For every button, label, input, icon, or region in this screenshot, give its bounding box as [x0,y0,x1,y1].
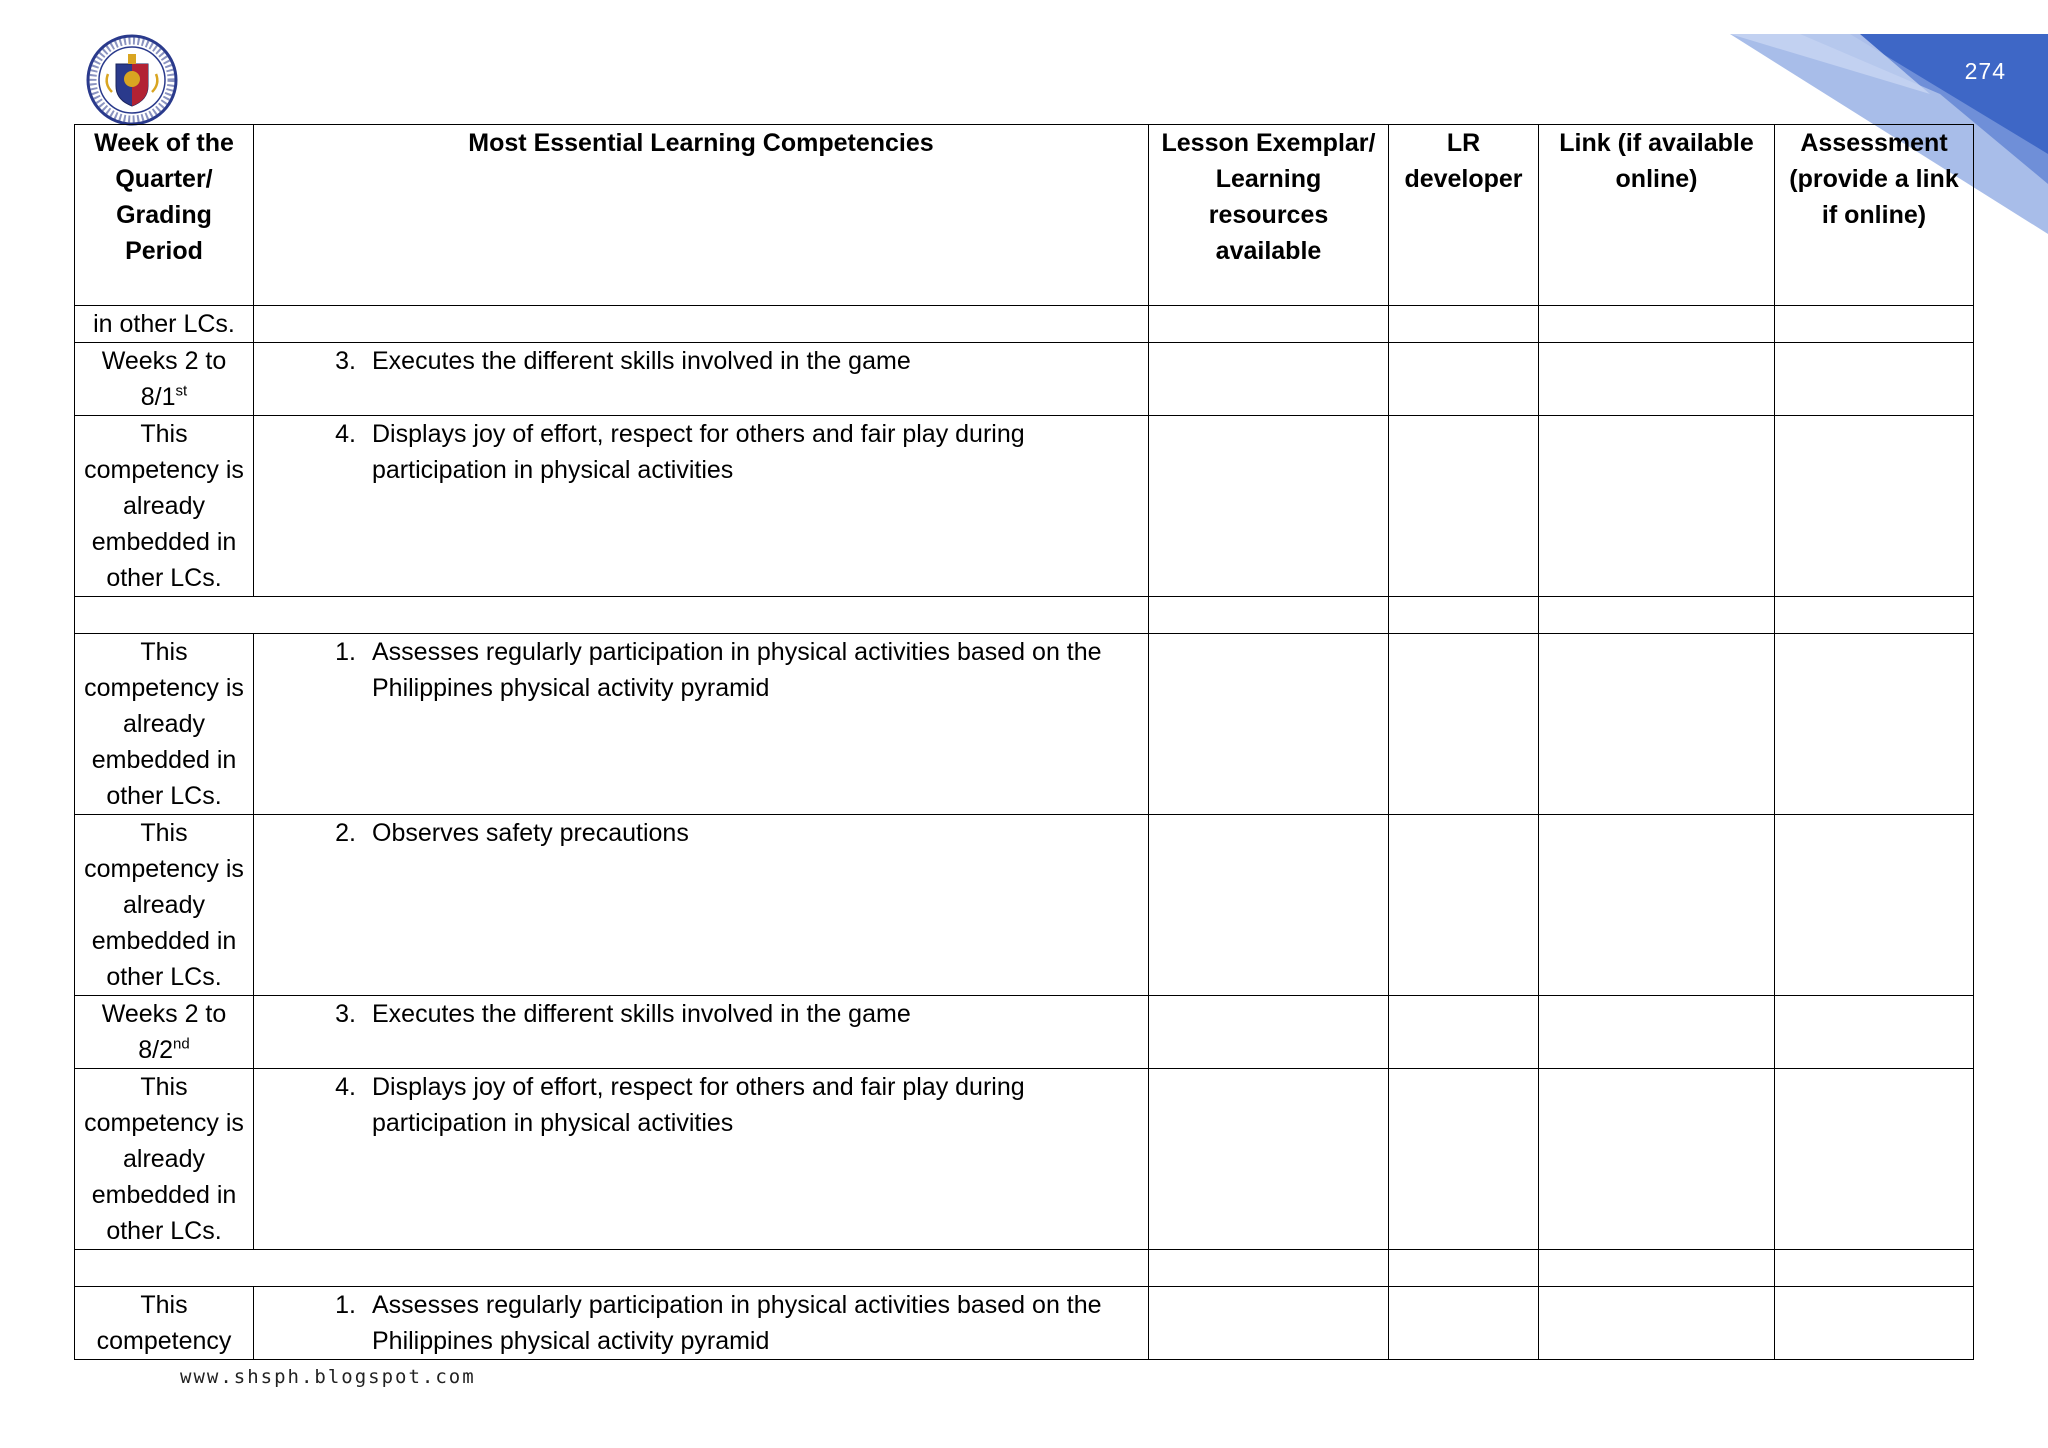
week-cell: This competency is already embedded in other LCs. [75,815,254,996]
spacer-row [75,1250,1974,1287]
table-row [75,996,1974,1069]
table-row [75,416,1974,597]
competency-cell [254,416,1149,597]
lesson-cell [1149,1287,1389,1360]
link-cell [1539,1250,1775,1287]
week-ordinal: nd [173,1035,190,1053]
header-assessment: Assessment (provide a link if online) [1775,125,1974,306]
deped-seal-logo [86,34,178,126]
table-row [75,815,1974,996]
competency-number: 4. [335,1073,356,1101]
competency-text: Assesses regularly participation in physical activities based on the Philippines physical activity pyramid [372,638,1102,702]
assessment-cell [1775,1287,1974,1360]
link-cell [1539,597,1775,634]
lesson-cell [1149,815,1389,996]
header-week: Week of the Quarter/ Grading Period [75,125,254,306]
spacer-cell [75,597,1149,634]
developer-cell [1389,996,1539,1069]
link-cell [1539,416,1775,597]
lesson-cell [1149,597,1389,634]
link-cell [1539,634,1775,815]
table-row [75,343,1974,416]
assessment-cell [1775,597,1974,634]
developer-cell [1389,815,1539,996]
week-cell [75,996,254,1069]
developer-cell [1389,343,1539,416]
week-text: Weeks 2 to 8/2 [101,1000,227,1064]
table-row [75,634,1974,815]
competency-number: 1. [335,638,356,666]
competency-cell [254,343,1149,416]
competency-cell [254,306,1149,343]
developer-cell [1389,306,1539,343]
assessment-cell [1775,306,1974,343]
week-ordinal: st [175,382,188,400]
link-cell [1539,815,1775,996]
competency-cell [254,634,1149,815]
header-link: Link (if available online) [1539,125,1775,306]
competency-cell [254,996,1149,1069]
week-cell: in other LCs. [75,306,254,343]
week-cell: This competency [75,1287,254,1360]
header-lr-developer: LR developer [1389,125,1539,306]
lesson-cell [1149,306,1389,343]
assessment-cell [1775,815,1974,996]
week-cell [75,343,254,416]
developer-cell [1389,416,1539,597]
competency-number: 2. [335,819,356,847]
assessment-cell [1775,1069,1974,1250]
assessment-cell [1775,416,1974,597]
page-number: 274 [1964,58,2006,84]
developer-cell [1389,1069,1539,1250]
lesson-cell [1149,416,1389,597]
link-cell [1539,343,1775,416]
developer-cell [1389,634,1539,815]
header-competencies: Most Essential Learning Competencies [254,125,1149,306]
competency-number: 3. [335,347,356,375]
competency-text: Executes the different skills involved in the game [372,1000,911,1028]
competency-number: 4. [335,420,356,448]
header-lesson-exemplar: Lesson Exemplar/ Learning resources available [1149,125,1389,306]
lesson-cell [1149,1250,1389,1287]
competency-text: Displays joy of effort, respect for others and fair play during participation in physical activities [372,420,1025,484]
competency-text: Observes safety precautions [372,819,689,847]
competency-table [74,124,1974,1360]
assessment-cell [1775,1250,1974,1287]
assessment-cell [1775,996,1974,1069]
competency-text: Executes the different skills involved in the game [372,347,911,375]
lesson-cell [1149,634,1389,815]
spacer-cell [75,1250,1149,1287]
assessment-cell [1775,634,1974,815]
link-cell [1539,306,1775,343]
week-cell: This competency is already embedded in other LCs. [75,1069,254,1250]
competency-text: Displays joy of effort, respect for others and fair play during participation in physical activities [372,1073,1025,1137]
developer-cell [1389,1250,1539,1287]
footer-url: www.shsph.blogspot.com [180,1366,476,1388]
competency-cell [254,815,1149,996]
lesson-cell [1149,1069,1389,1250]
table-row [75,1069,1974,1250]
spacer-row [75,597,1974,634]
table-row [75,1287,1974,1360]
assessment-cell [1775,343,1974,416]
lesson-cell [1149,996,1389,1069]
competency-text: Assesses regularly participation in physical activities based on the Philippines physical activity pyramid [372,1291,1102,1355]
lesson-cell [1149,343,1389,416]
competency-cell [254,1069,1149,1250]
header-row [75,125,1974,306]
developer-cell [1389,1287,1539,1360]
week-cell: This competency is already embedded in other LCs. [75,634,254,815]
week-cell: This competency is already embedded in other LCs. [75,416,254,597]
link-cell [1539,996,1775,1069]
link-cell [1539,1287,1775,1360]
competency-number: 3. [335,1000,356,1028]
week-text: Weeks 2 to 8/1 [101,347,227,411]
competency-number: 1. [335,1291,356,1319]
competency-cell [254,1287,1149,1360]
link-cell [1539,1069,1775,1250]
developer-cell [1389,597,1539,634]
table-row [75,306,1974,343]
